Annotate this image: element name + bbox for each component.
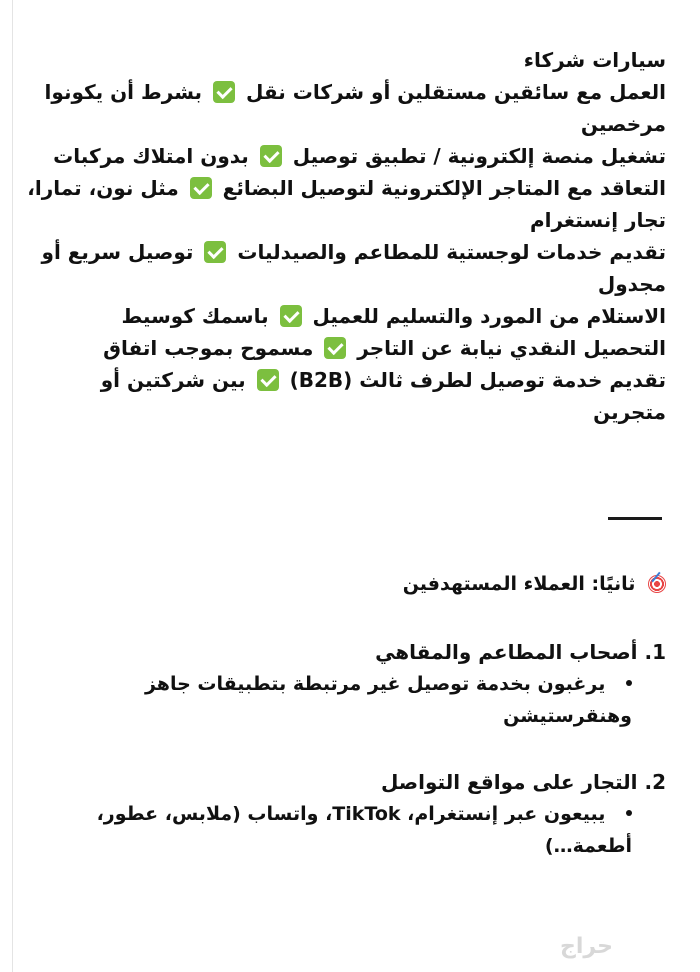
list-line	[26, 76, 666, 140]
line-note: بين شركتين أو متجرين	[100, 368, 666, 424]
line-text: العمل مع سائقين مستقلين أو شركات نقل	[246, 80, 666, 104]
check-mark-icon	[190, 177, 212, 199]
page-edge-rule	[12, 0, 13, 972]
target-icon	[648, 575, 666, 593]
check-mark-icon	[213, 81, 235, 103]
line-note: توصيل سريع أو مجدول	[41, 240, 666, 296]
line-note: باسمك كوسيط	[121, 304, 269, 328]
line-text: التعاقد مع المتاجر الإلكترونية لتوصيل البضائع	[222, 176, 666, 200]
check-mark-icon	[204, 241, 226, 263]
line-note: مثل نون، تمارا، تجار إنستغرام	[27, 176, 666, 232]
check-mark-icon	[260, 145, 282, 167]
list-line	[26, 300, 666, 332]
bullet-dot-icon	[626, 810, 632, 816]
list-line	[26, 332, 666, 364]
section-title-text: ثانيًا: العملاء المستهدفين	[402, 573, 636, 595]
section-divider	[608, 517, 662, 520]
line-note: مسموح بموجب اتفاق	[103, 336, 314, 360]
line-text: الاستلام من المورد والتسليم للعميل	[312, 304, 666, 328]
bullet-dot-icon	[626, 680, 632, 686]
group-bullet	[46, 798, 666, 862]
customer-group	[46, 766, 666, 862]
customer-group	[46, 636, 666, 732]
bullet-text: يبيعون عبر إنستغرام، TikTok، واتساب (ملابس، عطور، أطعمة…)	[96, 803, 632, 857]
partner-services-list	[26, 44, 666, 428]
group-heading: 2. التجار على مواقع التواصل	[380, 770, 666, 794]
watermark-logo: حراج	[560, 934, 613, 959]
line-note: بشرط أن يكونوا مرخصين	[44, 80, 666, 136]
section-title	[403, 568, 666, 600]
list-line	[26, 172, 666, 236]
line-text: تقديم خدمة توصيل لطرف ثالث (B2B)	[289, 368, 666, 392]
list-line	[26, 236, 666, 300]
group-bullet	[46, 668, 666, 732]
group-heading: 1. أصحاب المطاعم والمقاهي	[375, 640, 666, 664]
list-line	[26, 44, 666, 76]
check-mark-icon	[324, 337, 346, 359]
line-text: تشغيل منصة إلكترونية / تطبيق توصيل	[292, 144, 666, 168]
check-mark-icon	[257, 369, 279, 391]
list-line	[26, 140, 666, 172]
line-note: بدون امتلاك مركبات	[53, 144, 249, 168]
line-text: التحصيل النقدي نيابة عن التاجر	[357, 336, 666, 360]
check-mark-icon	[280, 305, 302, 327]
line-text: تقديم خدمات لوجستية للمطاعم والصيدليات	[237, 240, 666, 264]
line-text: سيارات شركاء	[523, 48, 666, 72]
list-line	[26, 364, 666, 428]
bullet-text: يرغبون بخدمة توصيل غير مرتبطة بتطبيقات جاهز وهنقرستيشن	[144, 673, 632, 727]
